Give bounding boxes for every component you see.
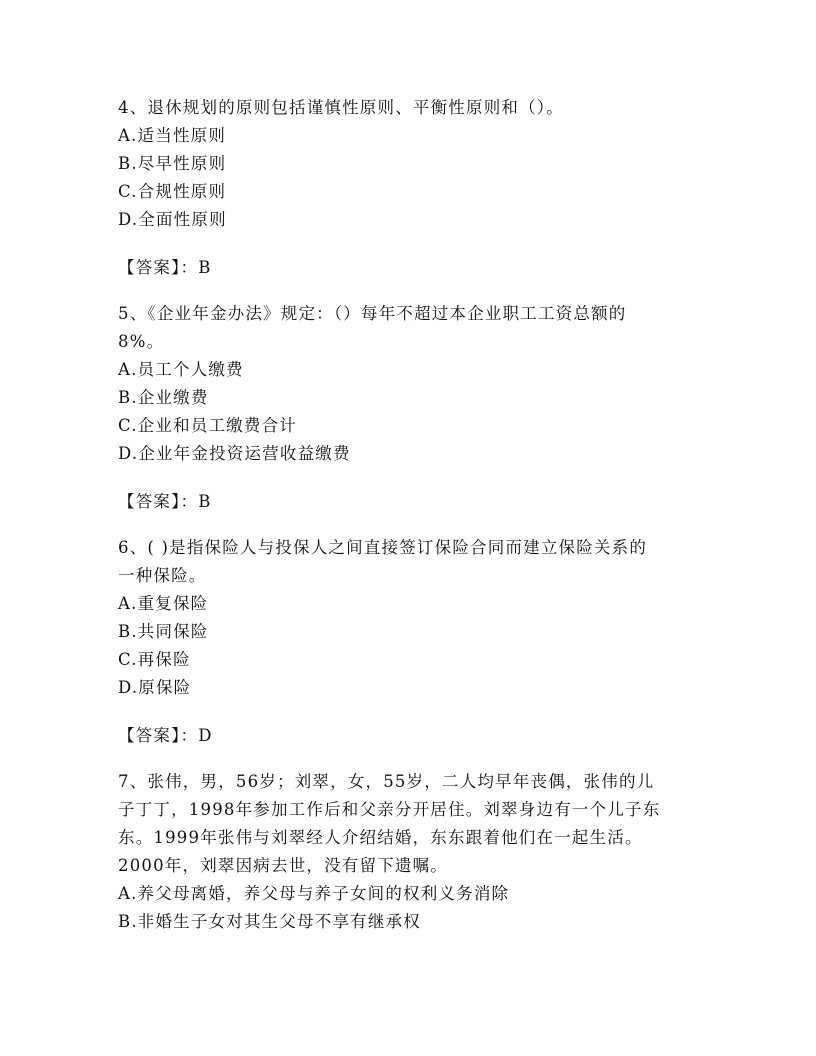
question-stem: 7、张伟，男，56岁；刘翠，女，55岁，二人均早年丧偶，张伟的儿 xyxy=(118,772,655,791)
question-stem-continued: 8%。 xyxy=(118,332,165,351)
option-c: C.合规性原则 xyxy=(118,182,227,201)
option-a: A.重复保险 xyxy=(118,594,209,613)
option-b: B.尽早性原则 xyxy=(118,154,227,173)
question-stem-continued: 2000年，刘翠因病去世，没有留下遗嘱。 xyxy=(118,856,448,875)
option-d: D.全面性原则 xyxy=(118,210,227,229)
question-5 xyxy=(118,300,708,516)
question-stem: 6、( )是指保险人与投保人之间直接签订保险合同而建立保险关系的 xyxy=(118,538,648,557)
option-b: B.企业缴费 xyxy=(118,388,209,407)
option-b: B.非婚生子女对其生父母不享有继承权 xyxy=(118,912,421,931)
option-a: A.适当性原则 xyxy=(118,126,227,145)
answer-line: 【答案】：B xyxy=(118,492,212,511)
answer-line: 【答案】：D xyxy=(118,726,213,745)
question-stem-continued: 一种保险。 xyxy=(118,566,207,585)
question-stem-continued: 东。1999年张伟与刘翠经人介绍结婚，东东跟着他们在一起生活。 xyxy=(118,828,643,847)
question-stem-continued: 子丁丁，1998年参加工作后和父亲分开居住。刘翠身边有一个儿子东 xyxy=(118,800,661,819)
option-a: A.员工个人缴费 xyxy=(118,360,244,379)
question-6 xyxy=(118,534,708,750)
option-a: A.养父母离婚，养父母与养子女间的权利义务消除 xyxy=(118,884,510,903)
question-stem: 4、退休规划的原则包括谨慎性原则、平衡性原则和（）。 xyxy=(118,98,564,117)
question-7 xyxy=(118,768,708,936)
answer-line: 【答案】：B xyxy=(118,258,212,277)
option-d: D.企业年金投资运营收益缴费 xyxy=(118,444,351,463)
option-d: D.原保险 xyxy=(118,678,192,697)
option-b: B.共同保险 xyxy=(118,622,209,641)
question-4 xyxy=(118,94,708,282)
option-c: C.再保险 xyxy=(118,650,191,669)
option-c: C.企业和员工缴费合计 xyxy=(118,416,297,435)
question-stem: 5、《企业年金办法》规定：（）每年不超过本企业职工工资总额的 xyxy=(118,304,627,323)
document-page xyxy=(118,94,708,936)
